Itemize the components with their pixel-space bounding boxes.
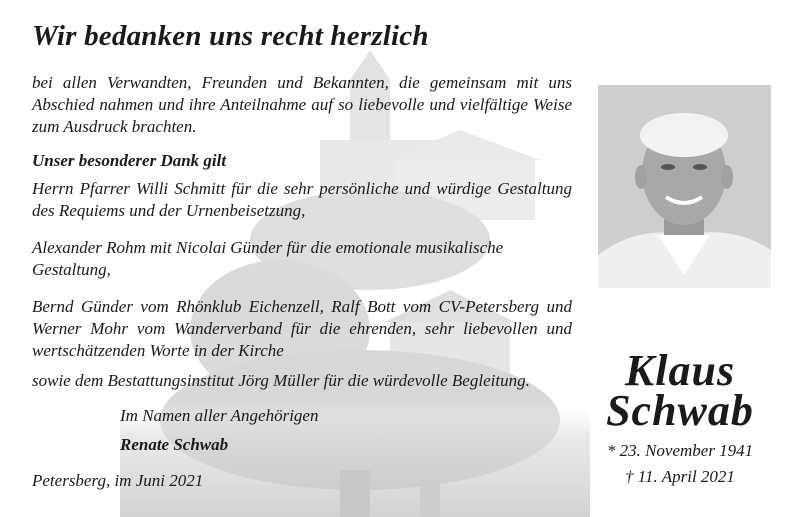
- place-and-date: Petersberg, im Juni 2021: [32, 471, 204, 490]
- thanks-item-funeral-home: sowie dem Bestattungsinstitut Jörg Müller für die würdevolle Begleitung.: [32, 371, 530, 390]
- deceased-last-name: Schwab: [606, 386, 754, 435]
- thanks-item-speakers: Bernd Günder vom Rhönklub Eichenzell, Ralf Bott vom CV-Petersberg und Werner Mohr vom Wanderverband für die ehrenden, sehr liebevollen und wertschätzenden Worte in der Kirche: [32, 297, 572, 360]
- special-thanks-label: Unser besonderer Dank gilt: [32, 151, 227, 170]
- death-date: † 11. April 2021: [625, 467, 735, 486]
- thanks-item-pastor: Herrn Pfarrer Willi Schmitt für die sehr persönliche und würdige Gestaltung des Requiems und der Urnenbeisetzung,: [32, 179, 572, 220]
- birth-date: * 23. November 1941: [606, 441, 754, 460]
- signature-name: Renate Schwab: [120, 435, 229, 454]
- deceased-first-name: Klaus: [624, 346, 736, 395]
- portrait-photo-illustration: [598, 85, 771, 288]
- notice-heading: Wir bedanken uns recht herzlich: [32, 20, 429, 52]
- intro-paragraph: bei allen Verwandten, Freunden und Bekannten, die gemeinsam mit uns Abschied nahmen und ihre Anteilnahme auf so liebevolle und vielfältige Weise zum Ausdruck brachten.: [32, 73, 572, 136]
- signature-line: Im Namen aller Angehörigen: [120, 406, 319, 425]
- thanks-item-music: Alexander Rohm mit Nicolai Günder für die emotionale musikalische Gestaltung,: [32, 238, 504, 279]
- portrait-photo: [598, 85, 771, 288]
